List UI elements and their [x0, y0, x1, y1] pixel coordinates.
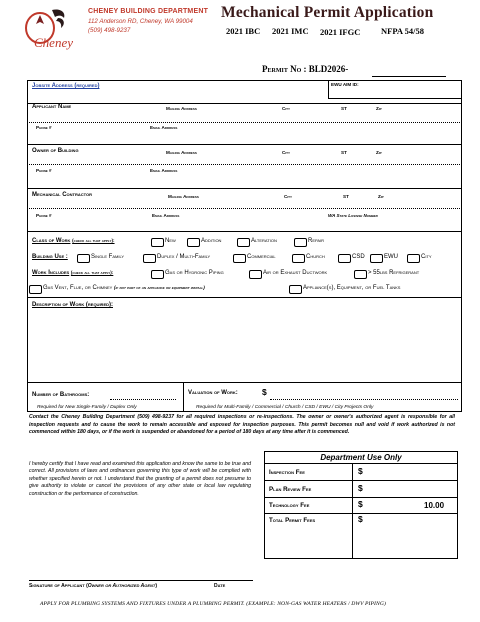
work-refrigerant-label: > 55lbs Refrigerant: [368, 270, 420, 276]
work-gas-piping-label: Gas or Hydronic Piping: [165, 270, 224, 276]
use-ewu-checkbox[interactable]: [370, 254, 383, 263]
valuation-label: Valuation of Work:: [188, 390, 238, 396]
department-name: CHENEY BUILDING DEPARTMENT: [88, 8, 209, 15]
owner-st-label: ST: [341, 150, 347, 155]
applicant-phone-label: Phone #: [36, 125, 52, 130]
work-ductwork-label: Air or Exhaust Ductwork: [263, 270, 328, 276]
signature-label: Signature of Applicant (Owner or Authorized Agent): [29, 583, 157, 589]
ewu-aim-id-label: EWU AIM ID:: [331, 82, 359, 87]
valuation-dollar: $: [262, 387, 267, 397]
owner-label: Owner of Building: [32, 148, 79, 154]
class-new-label: New: [165, 238, 176, 244]
applicant-email-label: Email Address: [150, 125, 178, 130]
use-single-family-checkbox[interactable]: [77, 254, 90, 263]
class-of-work-label: Class of Work (check all that apply):: [32, 238, 115, 244]
use-duplex-checkbox[interactable]: [143, 254, 156, 263]
applicant-zip-label: Zip: [376, 106, 382, 111]
class-addition-label: Addition: [201, 238, 222, 244]
use-duplex-label: Duplex / Multi-Family: [157, 254, 211, 260]
plan-review-fee-label: Plan Review Fee: [269, 486, 312, 493]
contractor-license-label: WA State License Number: [328, 213, 378, 218]
applicant-st-label: ST: [341, 106, 347, 111]
signature-date-label: Date: [214, 583, 226, 589]
code-nfpa: NFPA 54/58: [381, 26, 425, 36]
class-repair-label: Repair: [308, 238, 325, 244]
technology-fee-value[interactable]: 10.00: [424, 501, 445, 510]
permit-number-field[interactable]: [372, 76, 446, 77]
use-csd-label: CSD: [352, 254, 365, 260]
work-refrigerant-checkbox[interactable]: [354, 270, 367, 279]
dept-use-title: Department Use Only: [320, 453, 402, 462]
valuation-field[interactable]: [270, 399, 458, 400]
work-includes-label: Work Includes (check all that apply):: [32, 270, 114, 276]
work-ductwork-checkbox[interactable]: [249, 270, 262, 279]
contractor-zip-label: Zip: [378, 194, 384, 199]
use-church-label: Church: [306, 254, 325, 260]
use-city-label: City: [421, 254, 432, 260]
use-city-checkbox[interactable]: [407, 254, 420, 263]
inspection-notice: Contact the Cheney Building Department (509) 498-9237 for all required inspections or re-inspections. The owner or owner's authorized agent is responsible for all inspection requests and to cause the work to remain accessible and exposed for inspection purposes. This permit becomes null and void if work authorized is not commenced within 180 days, or if the work is suspended or abandoned for a period of 180 days at any time after it is commenced.: [29, 414, 455, 436]
technology-fee-label: Technology Fee: [269, 502, 310, 509]
contractor-city-label: City: [284, 194, 292, 199]
class-addition-checkbox[interactable]: [187, 238, 200, 247]
technology-fee-dollar: $: [358, 499, 363, 509]
signature-line[interactable]: [29, 580, 253, 581]
form-title: Mechanical Permit Application: [221, 4, 434, 21]
class-alteration-label: Alteration: [251, 238, 277, 244]
owner-city-label: City: [282, 150, 290, 155]
work-gas-vent-checkbox[interactable]: [29, 285, 42, 294]
contractor-st-label: ST: [343, 194, 349, 199]
contractor-email-label: Email Address: [152, 213, 180, 218]
inspection-fee-dollar: $: [358, 466, 363, 476]
department-address: 112 Anderson RD, Cheney, WA 99004: [88, 18, 193, 25]
use-church-checkbox[interactable]: [292, 254, 305, 263]
use-ewu-label: EWU: [384, 254, 398, 260]
code-ibc: 2021 IBC: [226, 26, 261, 36]
work-appliances-label: Appliance(s), Equipment, or Fuel Tanks: [303, 285, 401, 291]
bathrooms-field[interactable]: [110, 399, 176, 400]
owner-phone-label: Phone #: [36, 168, 52, 173]
applicant-name-label: Applicant Name: [32, 104, 72, 110]
use-commercial-checkbox[interactable]: [233, 254, 246, 263]
use-csd-checkbox[interactable]: [338, 254, 351, 263]
code-ifgc: 2021 IFGC: [320, 27, 361, 37]
inspection-fee-label: Inspection Fee: [269, 469, 305, 476]
permit-number-label: Permit No : BLD2026-: [262, 64, 349, 74]
building-use-label: Building Use :: [32, 254, 68, 260]
description-label: Description of Work (required):: [32, 302, 113, 308]
ewu-aim-divider: [328, 80, 329, 98]
owner-email-label: Email Address: [150, 168, 178, 173]
work-appliances-checkbox[interactable]: [289, 285, 302, 294]
city-logo: [20, 6, 82, 50]
jobsite-address-field[interactable]: [32, 92, 322, 102]
contractor-phone-label: Phone #: [36, 213, 52, 218]
class-alteration-checkbox[interactable]: [237, 238, 250, 247]
applicant-city-label: City: [282, 106, 290, 111]
contractor-mailing-label: Mailing Address: [168, 194, 199, 199]
use-commercial-label: Commercial: [247, 254, 276, 260]
use-single-family-label: Single Family: [91, 254, 125, 260]
work-gas-vent-label: Gas Vent, Flue, or Chimney (if not part of an appliance or equipment install): [43, 285, 205, 291]
work-gas-piping-checkbox[interactable]: [151, 270, 164, 279]
bathrooms-divider: [183, 382, 184, 412]
certification-text: I hereby certify that I have read and examined this application and know the same to be true and correct. All provisions of laws and ordinances governing this type of work will be complied with whether specified herein or not. I understand that the granting of a permit does not presume to give authority to violate or cancel the provisions of any other state or local law regulating construction or the performance of construction.: [29, 461, 251, 497]
owner-zip-label: Zip: [376, 150, 382, 155]
description-field[interactable]: [30, 312, 458, 378]
jobsite-address-label: Jobsite Address (required): [32, 83, 100, 89]
footer-note: APPLY FOR PLUMBING SYSTEMS AND FIXTURES UNDER A PLUMBING PERMIT. (EXAMPLE: NON-GAS WATER HEATERS / DWV PIPING): [40, 601, 386, 607]
applicant-mailing-label: Mailing Address: [166, 106, 197, 111]
class-repair-checkbox[interactable]: [294, 238, 307, 247]
department-phone: (509) 498-9237: [88, 27, 131, 34]
class-new-checkbox[interactable]: [151, 238, 164, 247]
owner-mailing-label: Mailing Address: [166, 150, 197, 155]
valuation-note: Required for Multi-Family / Commercial / Church / CSD / EWU / City Projects Only: [196, 405, 374, 410]
bathrooms-note: Required for New Single-Family / Duplex Only: [37, 405, 137, 410]
code-imc: 2021 IMC: [272, 26, 309, 36]
svg-text:Cheney: Cheney: [34, 35, 73, 50]
contractor-label: Mechanical Contractor: [32, 192, 93, 198]
bathrooms-label: Number of Bathrooms:: [32, 392, 90, 398]
plan-review-fee-dollar: $: [358, 483, 363, 493]
total-fee-dollar: $: [358, 514, 363, 524]
total-fee-label: Total Permit Fees: [269, 517, 316, 524]
